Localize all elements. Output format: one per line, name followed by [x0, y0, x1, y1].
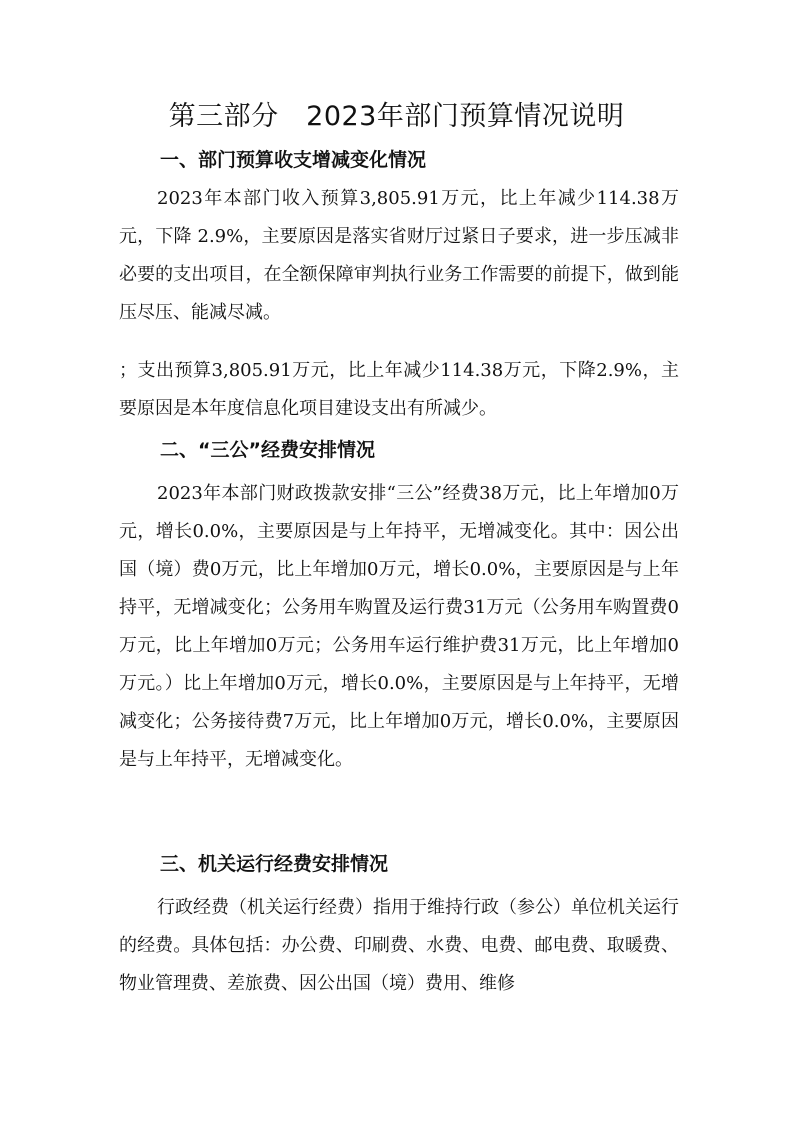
section-heading-three-public: 二、“三公”经费安排情况	[160, 439, 375, 461]
section-heading-budget-change: 一、部门预算收支增减变化情况	[160, 149, 427, 171]
section-heading-operating-expenses: 三、机关运行经费安排情况	[160, 853, 389, 875]
paragraph-income-budget: 2023年本部门收入预算3,805.91万元，比上年减少114.38万元，下降 2.9%，主要原因是落实省财厅过紧日子要求，进一步压减非必要的支出项目，在全额保障审判执行业务工作需要的前提下，做到能压尽压、能减尽减。	[119, 188, 679, 323]
paragraph-operating-expenses: 行政经费（机关运行经费）指用于维持行政（参公）单位机关运行的经费。具体包括：办公费、印刷费、水费、电费、邮电费、取暖费、物业管理费、差旅费、因公出国（境）费用、维修	[119, 897, 679, 994]
paragraph-three-public-expenses: 2023年本部门财政拨款安排“三公”经费38万元，比上年增加0万元，增长0.0%，主要原因是与上年持平，无增减变化。其中：因公出国（境）费0万元，比上年增加0万元，增长0.0%，主要原因是与上年持平，无增减变化；公务用车购置及运行费31万元（公务用车购置费0万元，比上年增加0万元；公务用车运行维护费31万元，比上年增加0万元。）比上年增加0万元，增长0.0%，主要原因是与上年持平，无增减变化；公务接待费7万元，比上年增加0万元，增长0.0%，主要原因是与上年持平，无增减变化。	[119, 483, 679, 770]
page-title: 第三部分 2023年部门预算情况说明	[168, 101, 625, 132]
paragraph-expenditure-budget: ；支出预算3,805.91万元，比上年减少114.38万元，下降2.9%，主要原因是本年度信息化项目建设支出有所减少。	[119, 360, 679, 419]
